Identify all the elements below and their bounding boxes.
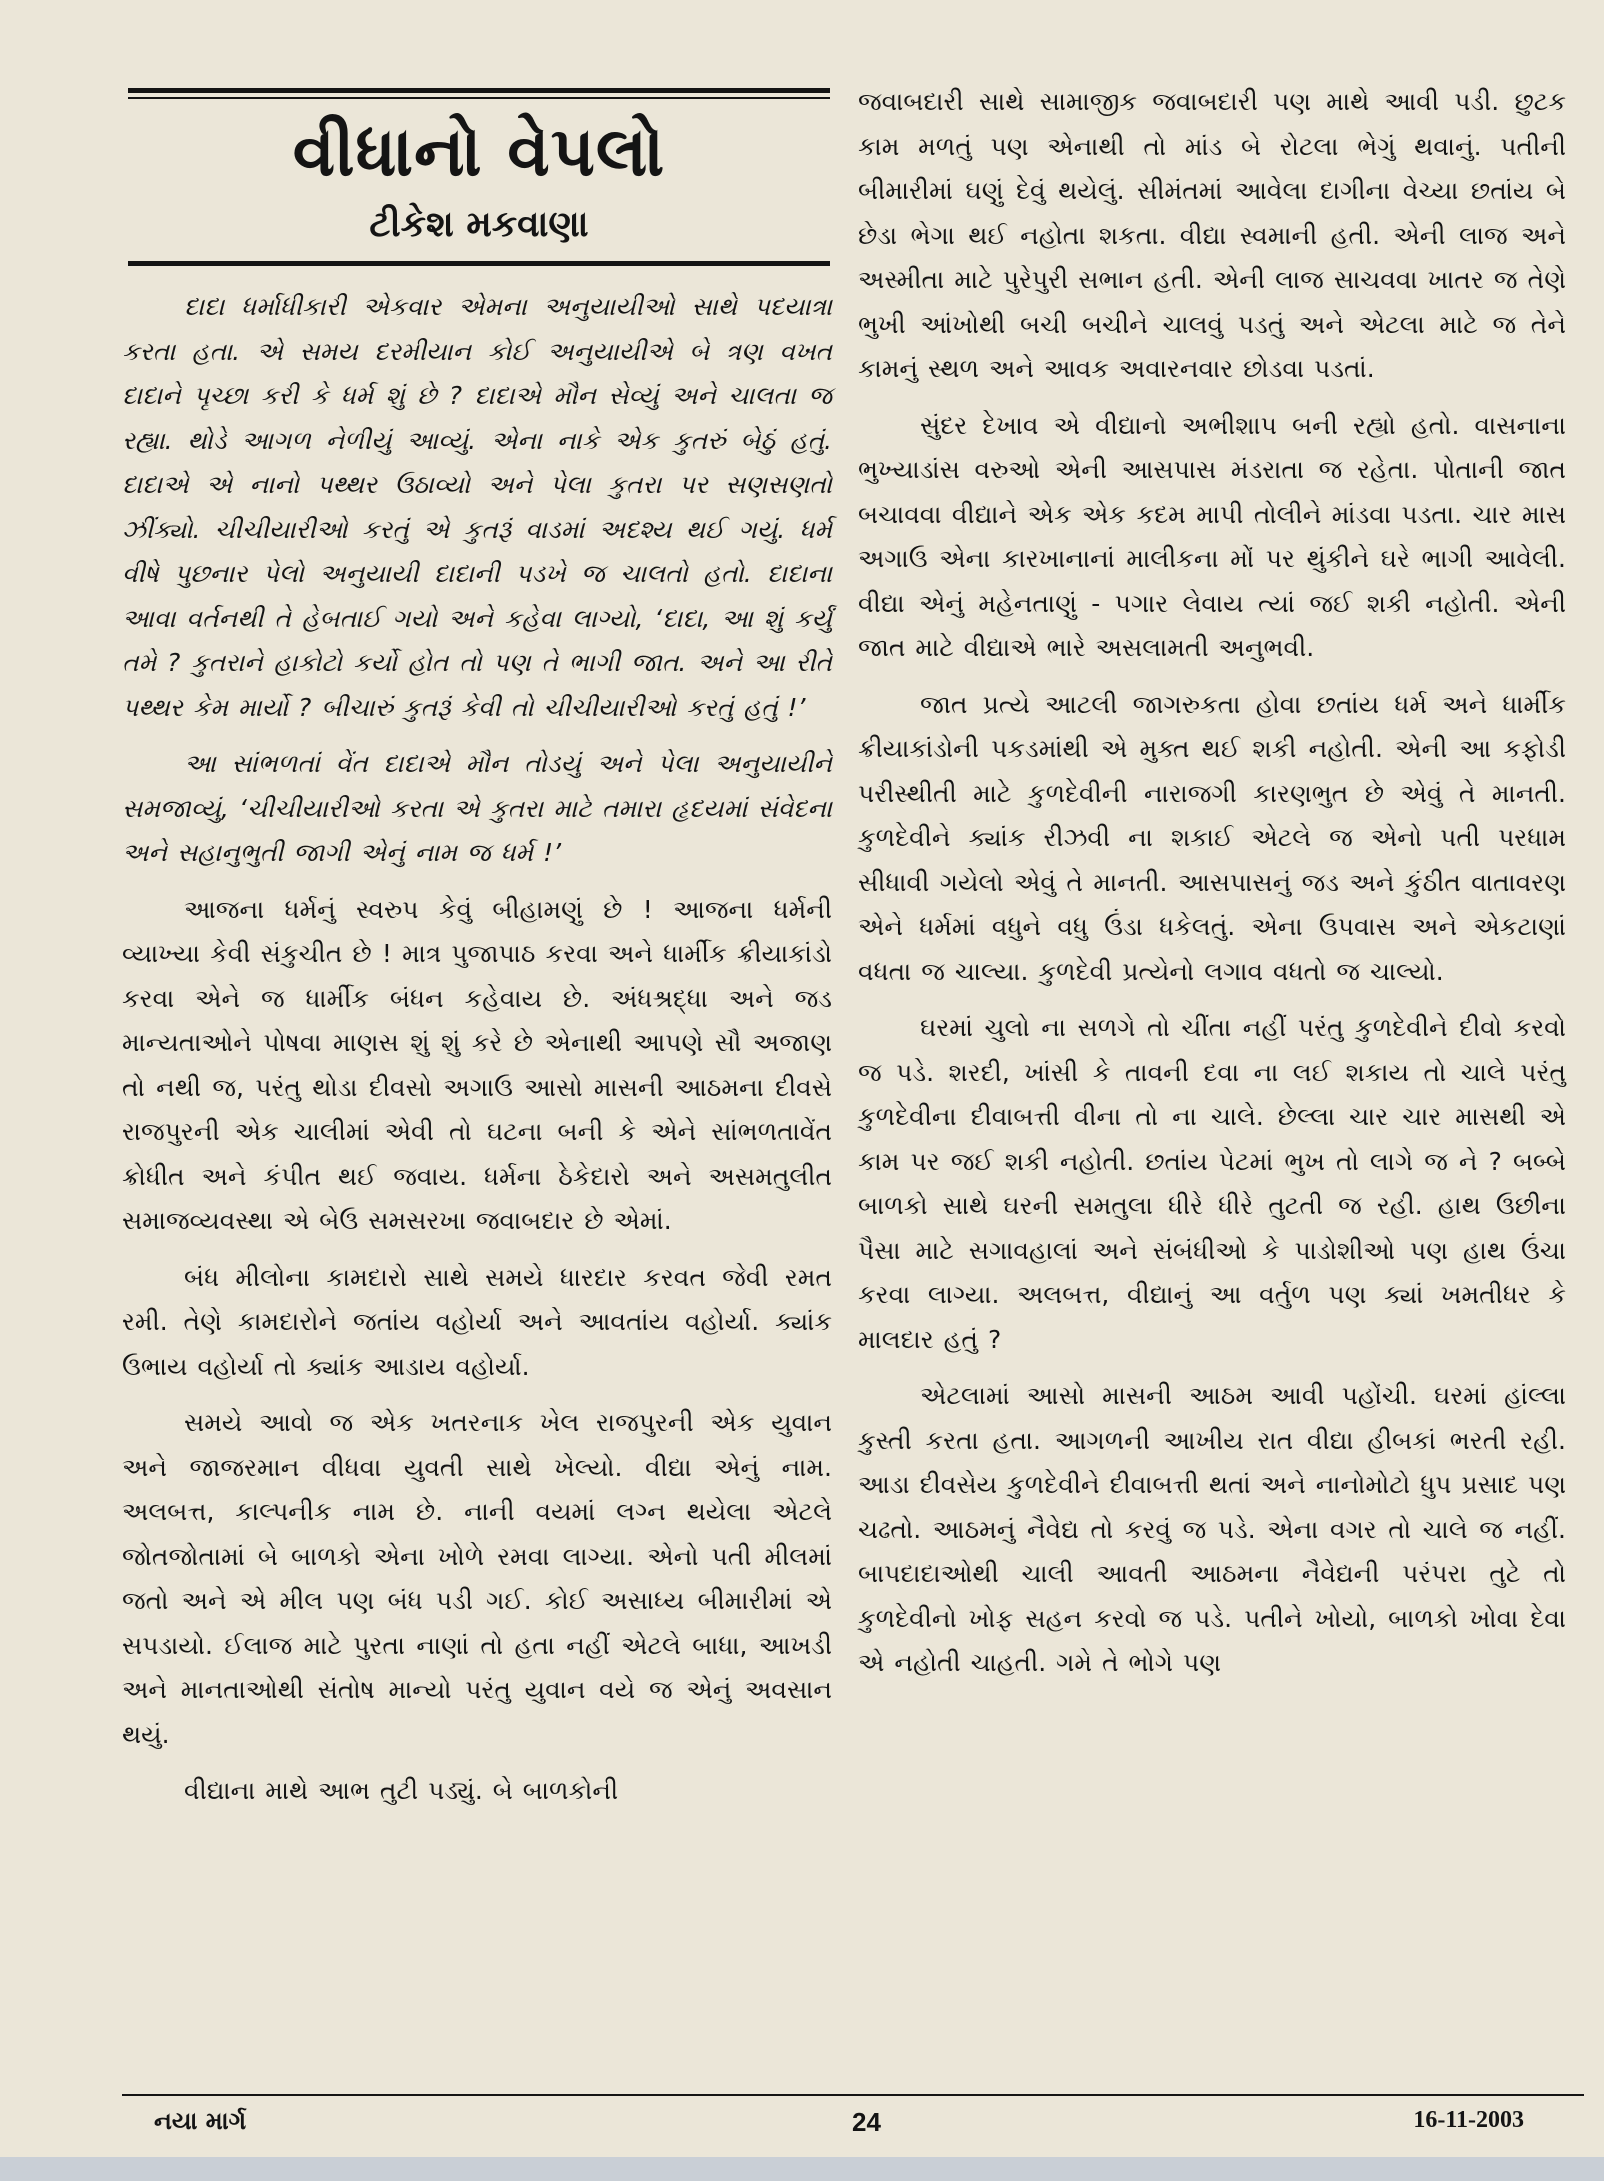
left-column <box>122 285 832 1826</box>
right-paragraph-3: જાત પ્રત્યે આટલી જાગરુકતા હોવા છતાંય ધર્મ અને ધાર્મીક ક્રીયાકાંડોની પકડમાંથી એ મુક્ત થઈ શકી નહોતી. એની આ કફોડી પરીસ્થીતી માટે કુળદેવીની નારાજગી કારણભુત છે એવું તે માનતી. કુળદેવીને ક્યાંક રીઝવી ના શકાઈ એટલે જ એનો પતી પરધામ સીધાવી ગયેલો એવું તે માનતી. આસપાસનું જડ અને કુંઠીત વાતાવરણ એને ધર્મમાં વધુને વધુ ઉંડા ધકેલતું. એના ઉપવાસ અને એકટાણાં વધતા જ ચાલ્યા. કુળદેવી પ્રત્યેનો લગાવ વધતો જ ચાલ્યો. <box>858 689 1566 986</box>
left-paragraph-2: આ સાંભળતાં વેંત દાદાએ મૌન તોડયું અને પેલા અનુયાયીને સમજાવ્યું, ‘ચીચીયારીઓ કરતા એ કુતરા માટે તમારા હૃદયમાં સંવેદના અને સહાનુભુતી જાગી એનું નામ જ ધર્મ !’ <box>122 749 832 867</box>
header-top-rule-thin <box>128 97 830 99</box>
magazine-name: નયા માર્ગ <box>154 2107 247 2135</box>
page-footer <box>140 2107 1564 2147</box>
article-header <box>128 88 830 266</box>
right-column <box>858 80 1566 1698</box>
page-number: 24 <box>852 2107 881 2137</box>
footer-rule <box>122 2094 1584 2096</box>
article-author: ટીકેશ મકવાણા <box>369 204 589 245</box>
left-paragraph-6: વીદ્યાના માથે આભ તુટી પડ્યું. બે બાળકોની <box>184 1776 619 1805</box>
right-paragraph-5: એટલામાં આસો માસની આઠમ આવી પહોંચી. ઘરમાં હાંલ્લા કુસ્તી કરતા હતા. આગળની આખીય રાત વીદ્યા હીબકાં ભરતી રહી. આડા દીવસેય કુળદેવીને દીવાબત્તી થતાં અને નાનોમોટો ધુપ પ્રસાદ પણ ચઢતો. આઠમનું નૈવેદ્ય તો કરવું જ પડે. એના વગર તો ચાલે જ નહીં. બાપદાદાઓથી ચાલી આવતી આઠમના નૈવેદ્યની પરંપરા તુટે તો કુળદેવીનો ખોફ સહન કરવો જ પડે. પતીને ખોયો, બાળકો ખોવા દેવા એ નહોતી ચાહતી. ગમે તે ભોગે પણ <box>858 1381 1566 1677</box>
left-paragraph-4: બંધ મીલોના કામદારો સાથે સમયે ધારદાર કરવત જેવી રમત રમી. તેણે કામદારોને જતાંય વહોર્યા અને આવતાંય વહોર્યા. ક્યાંક ઉભાય વહોર્યા તો ક્યાંક આડાય વહોર્યા. <box>122 1262 832 1381</box>
left-paragraph-1: દાદા ધર્માધીકારી એકવાર એમના અનુયાયીઓ સાથે પદયાત્રા કરતા હતા. એ સમય દરમીયાન કોઈ અનુયાયીએ બે ત્રણ વખત દાદાને પૃચ્છા કરી કે ધર્મ શું છે ? દાદાએ મૌન સેવ્યું અને ચાલતા જ રહ્યા. થોડે આગળ નેળીયું આવ્યું. એના નાકે એક કુતરું બેઠું હતું. દાદાએ એ નાનો પથ્થર ઉઠાવ્યો અને પેલા કુતરા પર સણસણતો ઝીંક્યો. ચીચીયારીઓ કરતું એ કુતરૂં વાડમાં અદશ્ય થઈ ગયું. ધર્મ વીષે પુછનાર પેલો અનુયાયી દાદાની પડખે જ ચાલતો હતો. દાદાના આવા વર્તનથી તે હેબતાઈ ગયો અને કહેવા લાગ્યો, ‘દાદા, આ શું કર્યું તમે ? કુતરાને હાકોટો કર્યો હોત તો પણ તે ભાગી જાત. અને આ રીતે પથ્થર કેમ માર્યો ? બીચારું કુતરૂં કેવી તો ચીચીયારીઓ કરતું હતું !’ <box>122 292 832 722</box>
left-paragraph-5: સમયે આવો જ એક ખતરનાક ખેલ રાજપુરની એક યુવાન અને જાજરમાન વીધવા યુવતી સાથે ખેલ્યો. વીદ્યા એનું નામ. અલબત્ત, કાલ્પનીક નામ છે. નાની વયમાં લગ્ન થયેલા એટલે જોતજોતામાં બે બાળકો એના ખોળે રમવા લાગ્યા. એનો પતી મીલમાં જતો અને એ મીલ પણ બંધ પડી ગઈ. કોઈ અસાધ્ય બીમારીમાં એ સપડાયો. ઈલાજ માટે પુરતા નાણાં તો હતા નહીં એટલે બાધા, આખડી અને માનતાઓથી સંતોષ માન્યો પરંતુ યુવાન વયે જ એનું અવસાન થયું. <box>122 1408 832 1749</box>
issue-date: 16-11-2003 <box>1413 2107 1524 2133</box>
right-paragraph-1: જવાબદારી સાથે સામાજીક જવાબદારી પણ માથે આવી પડી. છુટક કામ મળતું પણ એનાથી તો માંડ બે રોટલા ભેગું થવાનું. પતીની બીમારીમાં ઘણું દેવું થયેલું. સીમંતમાં આવેલા દાગીના વેચ્યા છતાંય બે છેડા ભેગા થઈ નહોતા શકતા. વીદ્યા સ્વમાની હતી. એની લાજ અને અસ્મીતા માટે પુરેપુરી સભાન હતી. એની લાજ સાચવવા ખાતર જ તેણે ભુખી આંખોથી બચી બચીને ચાલવું પડતું અને એટલા માટે જ તેને કામનું સ્થળ અને આવક અવારનવાર છોડવા પડતાં. <box>858 87 1566 383</box>
right-paragraph-2: સુંદર દેખાવ એ વીદ્યાનો અભીશાપ બની રહ્યો હતો. વાસનાના ભુખ્યાડાંસ વરુઓ એની આસપાસ મંડરાતા જ રહેતા. પોતાની જાત બચાવવા વીદ્યાને એક એક કદમ માપી તોલીને માંડવા પડતા. ચાર માસ અગાઉ એના કારખાનાનાં માલીકના મોં પર થુંકીને ઘરે ભાગી આવેલી. વીદ્યા એનું મહેનતાણું - પગાર લેવાય ત્યાં જઈ શકી નહોતી. એની જાત માટે વીદ્યાએ ભારે અસલામતી અનુભવી. <box>858 410 1566 662</box>
header-bottom-rule <box>128 261 830 266</box>
left-paragraph-3: આજના ધર્મનું સ્વરુપ કેવું બીહામણું છે ! આજના ધર્મની વ્યાખ્યા કેવી સંકુચીત છે ! માત્ર પુજાપાઠ કરવા અને ધાર્મીક ક્રીયાકાંડો કરવા એને જ ધાર્મીક બંધન કહેવાય છે. અંધશ્રદ્ધા અને જડ માન્યતાઓને પોષવા માણસ શું શું કરે છે એનાથી આપણે સૌ અજાણ તો નથી જ, પરંતુ થોડા દીવસો અગાઉ આસો માસની આઠમના દીવસે રાજપુરની એક ચાલીમાં એવી તો ઘટના બની કે એને સાંભળતાવેંત ક્રોધીત અને કંપીત થઈ જવાય. ધર્મના ઠેકેદારો અને અસમતુલીત સમાજવ્યવસ્થા એ બેઉ સમસરખા જવાબદાર છે એમાં. <box>122 894 832 1235</box>
right-paragraph-4: ઘરમાં ચુલો ના સળગે તો ચીંતા નહીં પરંતુ કુળદેવીને દીવો કરવો જ પડે. શરદી, ખાંસી કે તાવની દવા ના લઈ શકાય તો ચાલે પરંતુ કુળદેવીના દીવાબત્તી વીના તો ના ચાલે. છેલ્લા ચાર ચાર માસથી એ કામ પર જઈ શકી નહોતી. છતાંય પેટમાં ભુખ તો લાગે જ ને ? બબ્બે બાળકો સાથે ઘરની સમતુલા ધીરે ધીરે તુટતી જ રહી. હાથ ઉછીના પૈસા માટે સગાવહાલાં અને સંબંધીઓ કે પાડોશીઓ પણ હાથ ઉંચા કરવા લાગ્યા. અલબત્ત, વીદ્યાનું આ વર્તુળ પણ ક્યાં ખમતીધર કે માલદાર હતું ? <box>858 1013 1566 1354</box>
header-top-rule <box>128 88 830 93</box>
scan-bottom-strip <box>0 2157 1604 2181</box>
article-title: વીધાનો વેપલો <box>292 113 666 192</box>
